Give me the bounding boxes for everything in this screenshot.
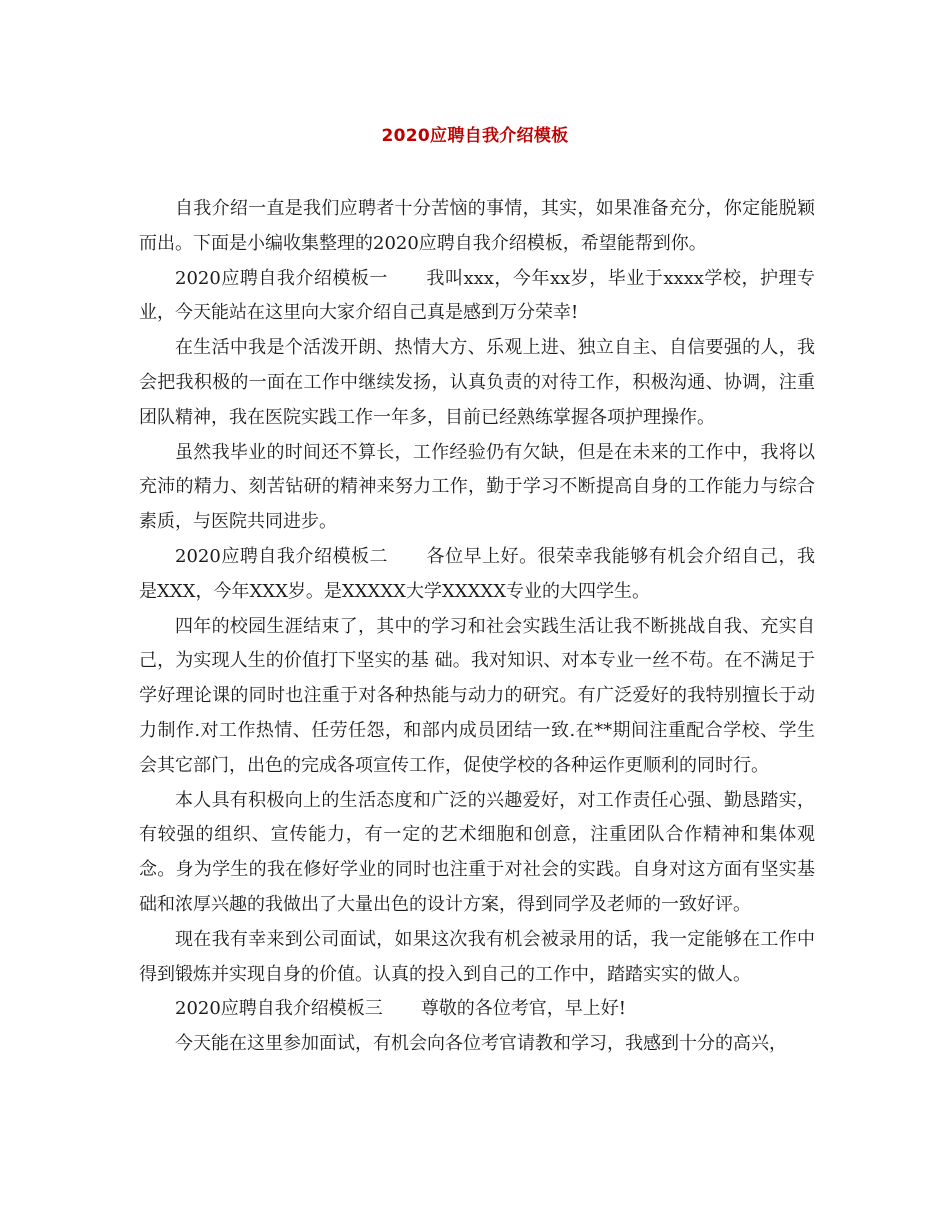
- paragraph-text: 我叫xxx，今年xx岁，毕业于xxxx学校，护理专业，今天能站在这里向大家介绍自己真是感到万分荣幸!: [139, 267, 815, 324]
- paragraph-text: 本人具有积极向上的生活态度和广泛的兴趣爱好，对工作责任心强、勤恳踏实，有较强的组织、宣传能力，有一定的艺术细胞和创意，注重团队合作精神和集体观念。身为学生的我在修好学业的同时也注重于对社会的实践。自身对这方面有坚实基础和浓厚兴趣的我做出了大量出色的设计方案，得到同学及老师的一致好评。: [139, 789, 815, 915]
- paragraph-campus: [139, 610, 815, 784]
- paragraph-text: 现在我有幸来到公司面试，如果这次我有机会被录用的话，我一定能够在工作中得到锻炼并实现自身的价值。认真的投入到自己的工作中，踏踏实实的做人。: [139, 928, 815, 985]
- paragraph-closing: [139, 1027, 815, 1062]
- paragraph-text: 尊敬的各位考官，早上好!: [420, 998, 627, 1020]
- paragraph-template-one: [139, 262, 815, 332]
- section-heading: 2020应聘自我介绍模板二: [175, 545, 389, 567]
- document-body: [139, 192, 815, 1062]
- paragraph-text: 自我介绍一直是我们应聘者十分苦恼的事情，其实，如果准备充分，你定能脱颖而出。下面是小编收集整理的2020应聘自我介绍模板，希望能帮到你。: [139, 198, 815, 254]
- paragraph-template-three: [139, 992, 815, 1027]
- paragraph-text: 四年的校园生涯结束了，其中的学习和社会实践生活让我不断挑战自我、充实自己，为实现人生的价值打下坚实的基 础。我对知识、对本专业一丝不苟。在不满足于学好理论课的同时也注重于对各种热能与动力的研究。有广泛爱好的我特别擅长于动力制作.对工作热情、任劳任怨，和部内成员团结一致.在**期间注重配合学校、学生会其它部门，出色的完成各项宣传工作，促使学校的各种运作更顺利的同时行。: [139, 615, 815, 776]
- paragraph-interview: [139, 923, 815, 993]
- paragraph-text: 各位早上好。很荣幸我能够有机会介绍自己，我是XXX，今年XXX岁。是XXXXX大学XXXXX专业的大四学生。: [139, 545, 815, 602]
- document-title: 2020应聘自我介绍模板: [381, 126, 569, 146]
- paragraph-text: 今天能在这里参加面试，有机会向各位考官请教和学习，我感到十分的高兴，: [175, 1033, 787, 1055]
- paragraph-life: [139, 331, 815, 435]
- paragraph-experience: [139, 436, 815, 540]
- paragraph-intro: [139, 192, 815, 262]
- section-heading: 2020应聘自我介绍模板三: [175, 998, 383, 1020]
- paragraph-template-two: [139, 540, 815, 610]
- paragraph-text: 在生活中我是个活泼开朗、热情大方、乐观上进、独立自主、自信要强的人，我会把我积极的一面在工作中继续发扬，认真负责的对待工作，积极沟通、协调，注重团队精神，我在医院实践工作一年多，目前已经熟练掌握各项护理操作。: [139, 337, 815, 428]
- paragraph-attitude: [139, 784, 815, 923]
- section-heading: 2020应聘自我介绍模板一: [175, 267, 388, 289]
- paragraph-text: 虽然我毕业的时间还不算长，工作经验仍有欠缺，但是在未来的工作中，我将以充沛的精力、刻苦钻研的精神来努力工作，勤于学习不断提高自身的工作能力与综合素质，与医院共同进步。: [139, 441, 815, 533]
